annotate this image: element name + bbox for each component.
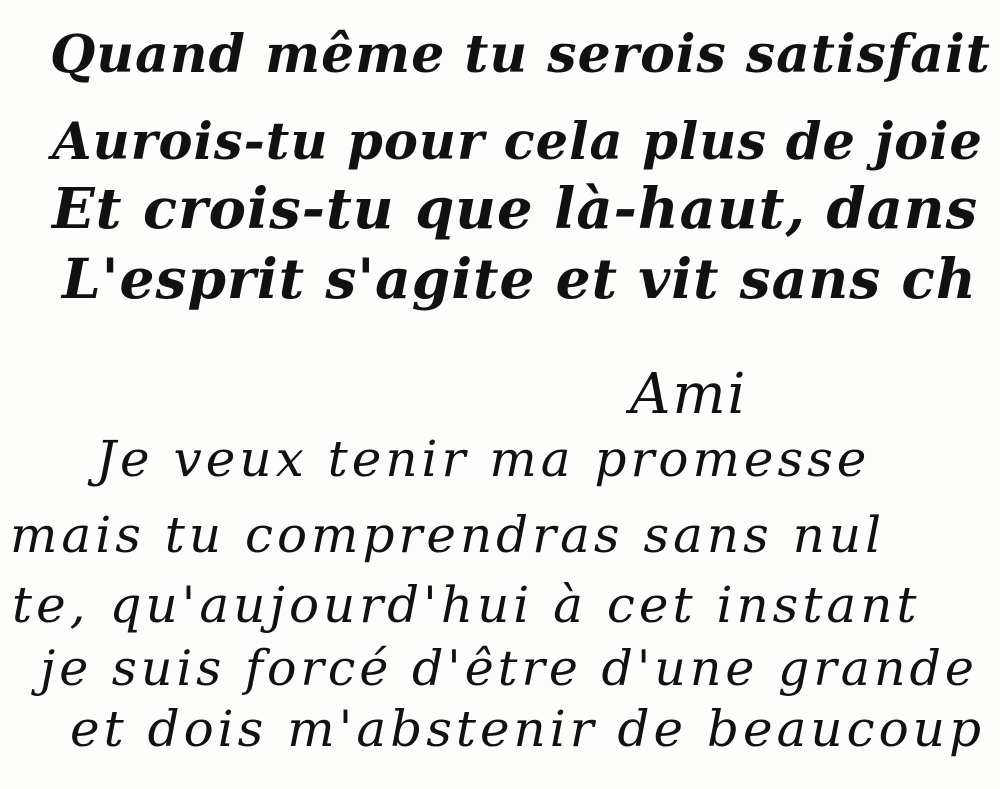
verse2-line-5: et dois m'abstenir de beaucoup — [70, 700, 985, 758]
verse2-line-4: je suis forcé d'être d'une grande — [40, 640, 978, 697]
verse1-line-3: Et crois-tu que là-haut, dans — [52, 176, 979, 242]
verse1-line-2: Aurois-tu pour cela plus de joie — [52, 112, 983, 172]
verse1-line-1: Quand même tu serois satisfait — [50, 24, 991, 85]
verse1-line-4: L'esprit s'agite et vit sans ch — [62, 246, 977, 311]
verse2-line-2: mais tu comprendras sans nul — [10, 506, 886, 564]
verse2-line-1: Je veux tenir ma promesse — [96, 430, 871, 488]
speaker-name: Ami — [630, 362, 748, 427]
verse2-line-3: te, qu'aujourd'hui à cet instant — [12, 576, 921, 634]
